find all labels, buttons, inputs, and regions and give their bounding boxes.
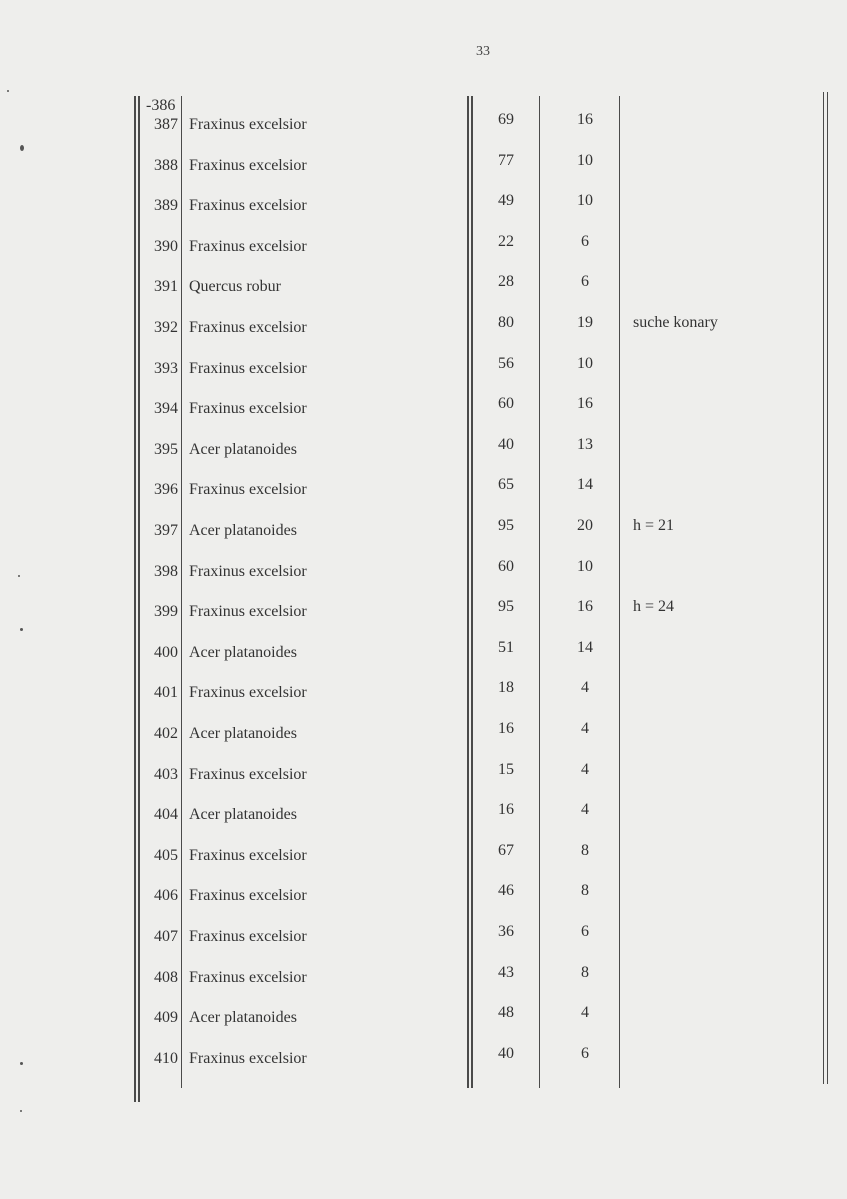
species-name: Acer platanoides xyxy=(189,522,297,539)
scan-speck xyxy=(18,575,20,577)
scan-speck xyxy=(7,90,9,92)
scan-speck xyxy=(20,1110,22,1112)
scan-speck xyxy=(20,145,24,151)
row-number: 390 xyxy=(154,238,178,255)
row-number: 408 xyxy=(154,969,178,986)
row-number: 402 xyxy=(154,725,178,742)
trunk-circumference: 77 xyxy=(498,152,514,169)
trunk-circumference: 28 xyxy=(498,273,514,290)
species-name: Fraxinus excelsior xyxy=(189,400,307,417)
tree-height: 14 xyxy=(577,639,593,656)
row-number: 401 xyxy=(154,684,178,701)
trunk-circumference: 49 xyxy=(498,192,514,209)
tree-height: 16 xyxy=(577,598,593,615)
row-number: 404 xyxy=(154,806,178,823)
column-divider-height xyxy=(539,96,540,1088)
table-right-border xyxy=(823,92,824,1084)
species-name: Acer platanoides xyxy=(189,1009,297,1026)
species-name: Acer platanoides xyxy=(189,806,297,823)
species-name: Fraxinus excelsior xyxy=(189,319,307,336)
tree-height: 8 xyxy=(581,964,589,981)
tree-height: 8 xyxy=(581,882,589,899)
row-number: 397 xyxy=(154,522,178,539)
tree-height: 16 xyxy=(577,395,593,412)
species-name: Acer platanoides xyxy=(189,644,297,661)
row-number: 395 xyxy=(154,441,178,458)
trunk-circumference: 67 xyxy=(498,842,514,859)
tree-height: 10 xyxy=(577,558,593,575)
species-name: Acer platanoides xyxy=(189,441,297,458)
scan-speck xyxy=(20,628,23,631)
row-number: 400 xyxy=(154,644,178,661)
trunk-circumference: 48 xyxy=(498,1004,514,1021)
row-note: h = 21 xyxy=(633,517,675,534)
scan-speck xyxy=(20,1062,23,1065)
row-number: 407 xyxy=(154,928,178,945)
row-number: 398 xyxy=(154,563,178,580)
trunk-circumference: 16 xyxy=(498,720,514,737)
tree-height: 19 xyxy=(577,314,593,331)
row-number: 396 xyxy=(154,481,178,498)
tree-height: 4 xyxy=(581,1004,589,1021)
row-number: 387 xyxy=(154,116,178,133)
tree-height: 10 xyxy=(577,192,593,209)
species-name: Fraxinus excelsior xyxy=(189,563,307,580)
table-right-border-outer xyxy=(827,92,828,1084)
row-number: 391 xyxy=(154,278,178,295)
table-left-border-inner xyxy=(138,96,140,1102)
trunk-circumference: 46 xyxy=(498,882,514,899)
species-name: Fraxinus excelsior xyxy=(189,1050,307,1067)
row-note: h = 24 xyxy=(633,598,675,615)
trunk-circumference: 18 xyxy=(498,679,514,696)
trunk-circumference: 95 xyxy=(498,598,514,615)
trunk-circumference: 43 xyxy=(498,964,514,981)
species-name: Fraxinus excelsior xyxy=(189,928,307,945)
row-number: 394 xyxy=(154,400,178,417)
column-divider-dbh-left xyxy=(467,96,469,1088)
tree-height: 4 xyxy=(581,720,589,737)
table-left-border xyxy=(134,96,136,1102)
trunk-circumference: 40 xyxy=(498,1045,514,1062)
trunk-circumference: 95 xyxy=(498,517,514,534)
tree-height: 6 xyxy=(581,1045,589,1062)
species-name: Fraxinus excelsior xyxy=(189,847,307,864)
species-name: Quercus robur xyxy=(189,278,281,295)
page-number: 33 xyxy=(476,44,490,59)
row-number: 388 xyxy=(154,157,178,174)
species-name: Fraxinus excelsior xyxy=(189,766,307,783)
trunk-circumference: 16 xyxy=(498,801,514,818)
tree-height: 6 xyxy=(581,233,589,250)
trunk-circumference: 51 xyxy=(498,639,514,656)
species-name: Fraxinus excelsior xyxy=(189,684,307,701)
tree-height: 4 xyxy=(581,761,589,778)
trunk-circumference: 22 xyxy=(498,233,514,250)
row-number: 409 xyxy=(154,1009,178,1026)
row-number: 393 xyxy=(154,360,178,377)
row-number: 406 xyxy=(154,887,178,904)
column-divider-note xyxy=(619,96,620,1088)
tree-height: 20 xyxy=(577,517,593,534)
tree-height: 10 xyxy=(577,355,593,372)
tree-height: 6 xyxy=(581,923,589,940)
tree-height: 13 xyxy=(577,436,593,453)
species-name: Fraxinus excelsior xyxy=(189,197,307,214)
species-name: Fraxinus excelsior xyxy=(189,360,307,377)
row-number: 405 xyxy=(154,847,178,864)
species-name: Fraxinus excelsior xyxy=(189,238,307,255)
species-name: Fraxinus excelsior xyxy=(189,969,307,986)
first-row-prefix: -386 xyxy=(146,97,176,114)
tree-height: 4 xyxy=(581,679,589,696)
row-number: 410 xyxy=(154,1050,178,1067)
tree-height: 6 xyxy=(581,273,589,290)
trunk-circumference: 56 xyxy=(498,355,514,372)
species-name: Fraxinus excelsior xyxy=(189,887,307,904)
trunk-circumference: 80 xyxy=(498,314,514,331)
row-number: 399 xyxy=(154,603,178,620)
species-name: Fraxinus excelsior xyxy=(189,603,307,620)
trunk-circumference: 60 xyxy=(498,558,514,575)
tree-height: 10 xyxy=(577,152,593,169)
tree-height: 16 xyxy=(577,111,593,128)
tree-height: 14 xyxy=(577,476,593,493)
trunk-circumference: 36 xyxy=(498,923,514,940)
trunk-circumference: 60 xyxy=(498,395,514,412)
trunk-circumference: 69 xyxy=(498,111,514,128)
tree-height: 4 xyxy=(581,801,589,818)
species-name: Acer platanoides xyxy=(189,725,297,742)
trunk-circumference: 40 xyxy=(498,436,514,453)
tree-height: 8 xyxy=(581,842,589,859)
row-number: 403 xyxy=(154,766,178,783)
row-note: suche konary xyxy=(633,314,718,331)
column-divider-dbh-left-inner xyxy=(471,96,473,1088)
column-divider-species xyxy=(181,96,182,1088)
species-name: Fraxinus excelsior xyxy=(189,116,307,133)
row-number: 389 xyxy=(154,197,178,214)
row-number: 392 xyxy=(154,319,178,336)
species-name: Fraxinus excelsior xyxy=(189,481,307,498)
trunk-circumference: 15 xyxy=(498,761,514,778)
trunk-circumference: 65 xyxy=(498,476,514,493)
species-name: Fraxinus excelsior xyxy=(189,157,307,174)
